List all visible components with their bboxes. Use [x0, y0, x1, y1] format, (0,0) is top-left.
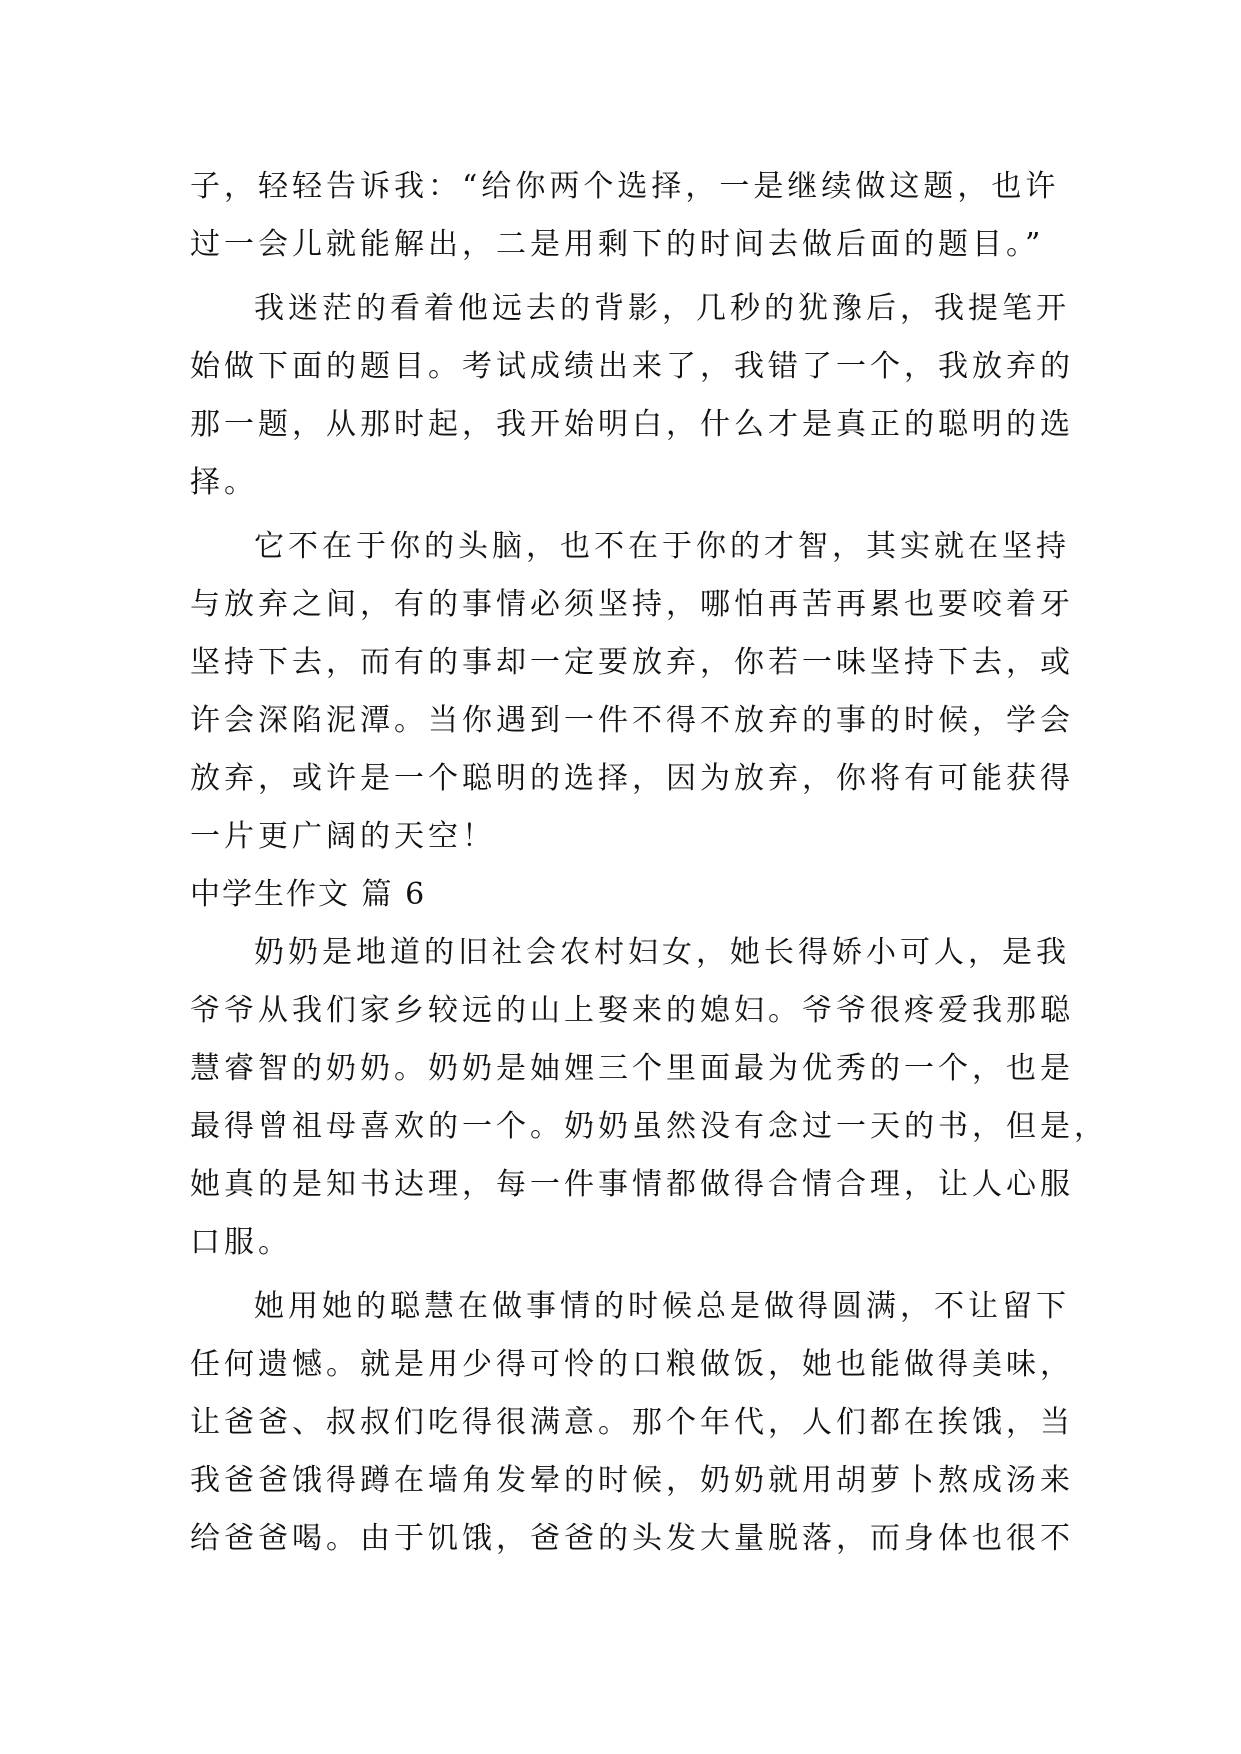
text-line: 任何遗憾。就是用少得可怜的口粮做饭，她也能做得美味，	[190, 1347, 1074, 1382]
text-line: 始做下面的题目。考试成绩出来了，我错了一个，我放弃的	[190, 349, 1074, 384]
text-line: 许会深陷泥潭。当你遇到一件不得不放弃的事的时候，学会	[190, 703, 1074, 738]
text-line: 爷爷从我们家乡较远的山上娶来的媳妇。爷爷很疼爱我那聪	[190, 993, 1074, 1028]
paragraph	[190, 158, 1060, 274]
text-line: 我爸爸饿得蹲在墙角发晕的时候，奶奶就用胡萝卜熬成汤来	[190, 1463, 1074, 1498]
text-line: 她真的是知书达理，每一件事情都做得合情合理，让人心服	[190, 1167, 1074, 1202]
text-line: 口服。	[190, 1225, 292, 1260]
text-line: 她用她的聪慧在做事情的时候总是做得圆满，不让留下	[254, 1289, 1070, 1324]
text-line: 与放弃之间，有的事情必须坚持，哪怕再苦再累也要咬着牙	[190, 587, 1074, 622]
text-line: 放弃，或许是一个聪明的选择，因为放弃，你将有可能获得	[190, 761, 1074, 796]
text-line: 奶奶是地道的旧社会农村妇女，她长得娇小可人，是我	[254, 935, 1070, 970]
paragraph	[190, 518, 1074, 866]
text-line: 过一会儿就能解出，二是用剩下的时间去做后面的题目。”	[190, 227, 1045, 262]
text-line: 坚持下去，而有的事却一定要放弃，你若一味坚持下去，或	[190, 645, 1074, 680]
paragraph	[190, 1278, 1074, 1568]
text-line: 最得曾祖母喜欢的一个。奶奶虽然没有念过一天的书，但是，	[190, 1109, 1108, 1144]
text-line: 一片更广阔的天空！	[190, 819, 496, 854]
text-line: 子，轻轻告诉我：“给你两个选择，一是继续做这题，也许	[190, 169, 1060, 204]
text-line: 我迷茫的看着他远去的背影，几秒的犹豫后，我提笔开	[254, 291, 1070, 326]
paragraph	[190, 924, 1108, 1272]
text-line: 给爸爸喝。由于饥饿，爸爸的头发大量脱落，而身体也很不	[190, 1521, 1074, 1556]
text-line: 让爸爸、叔叔们吃得很满意。那个年代，人们都在挨饿，当	[190, 1405, 1074, 1440]
text-line: 择。	[190, 465, 258, 500]
text-line: 那一题，从那时起，我开始明白，什么才是真正的聪明的选	[190, 407, 1074, 442]
text-line: 它不在于你的头脑，也不在于你的才智，其实就在坚持	[254, 529, 1070, 564]
text-line: 慧睿智的奶奶。奶奶是妯娌三个里面最为优秀的一个，也是	[190, 1051, 1074, 1086]
document-body	[190, 158, 1108, 1568]
section-heading: 中学生作文 篇 6	[190, 877, 427, 912]
paragraph	[190, 280, 1074, 512]
